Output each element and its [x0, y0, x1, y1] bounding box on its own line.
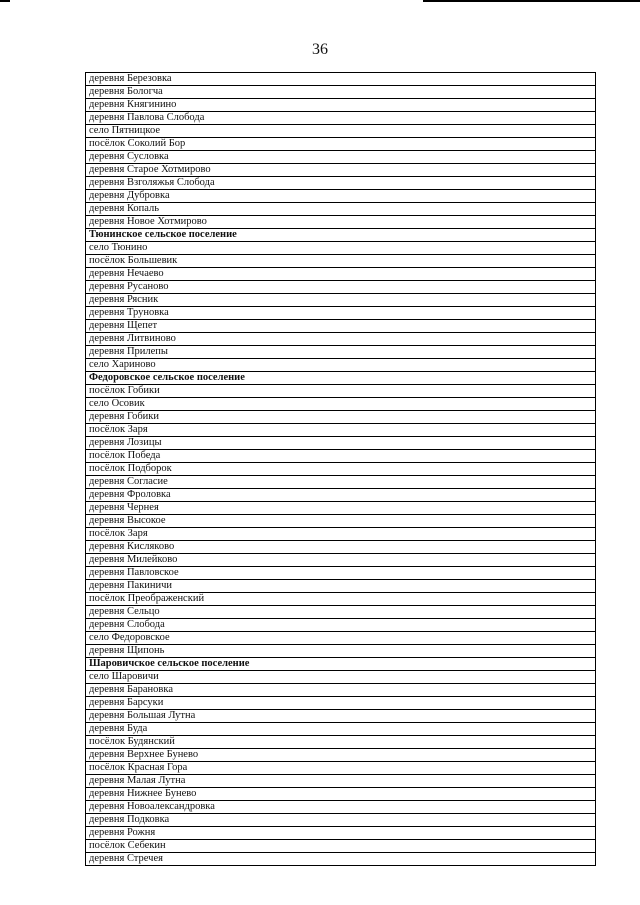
table-row [86, 593, 596, 606]
table-row [86, 216, 596, 229]
locality-name-cell: деревня Дубровка [86, 190, 596, 203]
locality-name-cell: деревня Княгинино [86, 99, 596, 112]
table-row [86, 333, 596, 346]
table-row [86, 736, 596, 749]
table-row [86, 164, 596, 177]
locality-name-cell: деревня Буда [86, 723, 596, 736]
table-row [86, 346, 596, 359]
section-header-row [86, 229, 596, 242]
locality-name-cell: деревня Павловское [86, 567, 596, 580]
table-row [86, 177, 596, 190]
section-header-cell: Тюнинское сельское поселение [86, 229, 596, 242]
locality-name-cell: посёлок Заря [86, 528, 596, 541]
table-row [86, 411, 596, 424]
locality-name-cell: деревня Стречея [86, 853, 596, 866]
locality-name-cell: деревня Труновка [86, 307, 596, 320]
table-row [86, 528, 596, 541]
locality-name-cell: деревня Литвиново [86, 333, 596, 346]
locality-name-cell: деревня Подковка [86, 814, 596, 827]
table-row [86, 151, 596, 164]
section-header-row [86, 658, 596, 671]
locality-name-cell: село Осовик [86, 398, 596, 411]
locality-name-cell: деревня Щепет [86, 320, 596, 333]
locality-name-cell: село Федоровское [86, 632, 596, 645]
table-row [86, 437, 596, 450]
locality-name-cell: посёлок Большевик [86, 255, 596, 268]
table-row [86, 710, 596, 723]
section-header-row [86, 372, 596, 385]
locality-name-cell: деревня Кисляково [86, 541, 596, 554]
table-row [86, 320, 596, 333]
locality-name-cell: деревня Малая Лутна [86, 775, 596, 788]
table-row [86, 632, 596, 645]
table-row [86, 255, 596, 268]
table-row [86, 645, 596, 658]
locality-name-cell: деревня Новоалександровка [86, 801, 596, 814]
table-row [86, 749, 596, 762]
table-row [86, 489, 596, 502]
locality-name-cell: деревня Щипонь [86, 645, 596, 658]
top-rule-left [0, 0, 10, 2]
table-row [86, 242, 596, 255]
locality-name-cell: деревня Новое Хотмирово [86, 216, 596, 229]
table-row [86, 801, 596, 814]
locality-name-cell: деревня Милейково [86, 554, 596, 567]
page-number: 36 [312, 41, 328, 58]
locality-name-cell: посёлок Преображенский [86, 593, 596, 606]
table-row [86, 697, 596, 710]
table-row [86, 359, 596, 372]
locality-name-cell: деревня Копаль [86, 203, 596, 216]
section-header-cell: Федоровское сельское поселение [86, 372, 596, 385]
top-rule-right [423, 0, 640, 2]
table-row [86, 541, 596, 554]
locality-name-cell: деревня Старое Хотмирово [86, 164, 596, 177]
table-row [86, 450, 596, 463]
section-header-cell: Шаровичское сельское поселение [86, 658, 596, 671]
table-row [86, 268, 596, 281]
table-row [86, 502, 596, 515]
locality-name-cell: деревня Березовка [86, 73, 596, 86]
locality-name-cell: посёлок Подборок [86, 463, 596, 476]
locality-name-cell: деревня Павлова Слобода [86, 112, 596, 125]
locality-name-cell: посёлок Гобики [86, 385, 596, 398]
locality-name-cell: деревня Рясник [86, 294, 596, 307]
table-row [86, 827, 596, 840]
table-row [86, 99, 596, 112]
locality-name-cell: село Тюнино [86, 242, 596, 255]
table-row [86, 775, 596, 788]
table-row [86, 684, 596, 697]
table-row [86, 112, 596, 125]
table-row [86, 567, 596, 580]
table-row [86, 307, 596, 320]
locality-name-cell: деревня Большая Лутна [86, 710, 596, 723]
locality-name-cell: деревня Высокое [86, 515, 596, 528]
locality-name-cell: деревня Гобики [86, 411, 596, 424]
locality-name-cell: село Пятницкое [86, 125, 596, 138]
locality-name-cell: деревня Русаново [86, 281, 596, 294]
locality-name-cell: деревня Барановка [86, 684, 596, 697]
locality-name-cell: посёлок Будянский [86, 736, 596, 749]
table-row [86, 606, 596, 619]
locality-name-cell: село Хариново [86, 359, 596, 372]
table-row [86, 281, 596, 294]
locality-name-cell: посёлок Себекин [86, 840, 596, 853]
table-row [86, 73, 596, 86]
locality-name-cell: деревня Бологча [86, 86, 596, 99]
locality-table [85, 72, 596, 866]
table-row [86, 671, 596, 684]
table-row [86, 840, 596, 853]
locality-name-cell: деревня Пакиничи [86, 580, 596, 593]
table-row [86, 476, 596, 489]
locality-table-body [86, 73, 596, 866]
locality-name-cell: деревня Сусловка [86, 151, 596, 164]
locality-name-cell: село Шаровичи [86, 671, 596, 684]
locality-name-cell: посёлок Красная Гора [86, 762, 596, 775]
table-row [86, 814, 596, 827]
locality-name-cell: деревня Слобода [86, 619, 596, 632]
table-row [86, 619, 596, 632]
table-row [86, 125, 596, 138]
locality-name-cell: деревня Согласие [86, 476, 596, 489]
table-row [86, 515, 596, 528]
table-row [86, 580, 596, 593]
locality-name-cell: деревня Прилепы [86, 346, 596, 359]
table-row [86, 398, 596, 411]
table-row [86, 203, 596, 216]
table-row [86, 554, 596, 567]
locality-name-cell: деревня Сельцо [86, 606, 596, 619]
table-row [86, 385, 596, 398]
locality-name-cell: деревня Нижнее Бунево [86, 788, 596, 801]
locality-name-cell: деревня Верхнее Бунево [86, 749, 596, 762]
locality-name-cell: деревня Рожня [86, 827, 596, 840]
locality-name-cell: деревня Чернея [86, 502, 596, 515]
locality-name-cell: деревня Барсуки [86, 697, 596, 710]
table-row [86, 788, 596, 801]
table-row [86, 138, 596, 151]
locality-name-cell: деревня Нечаево [86, 268, 596, 281]
table-row [86, 190, 596, 203]
table-row [86, 86, 596, 99]
table-row [86, 424, 596, 437]
locality-name-cell: посёлок Соколий Бор [86, 138, 596, 151]
table-row [86, 723, 596, 736]
locality-name-cell: деревня Фроловка [86, 489, 596, 502]
locality-name-cell: деревня Взголяжья Слобода [86, 177, 596, 190]
table-row [86, 463, 596, 476]
table-row [86, 294, 596, 307]
locality-name-cell: посёлок Победа [86, 450, 596, 463]
locality-name-cell: деревня Лозицы [86, 437, 596, 450]
locality-name-cell: посёлок Заря [86, 424, 596, 437]
table-row [86, 853, 596, 866]
table-row [86, 762, 596, 775]
